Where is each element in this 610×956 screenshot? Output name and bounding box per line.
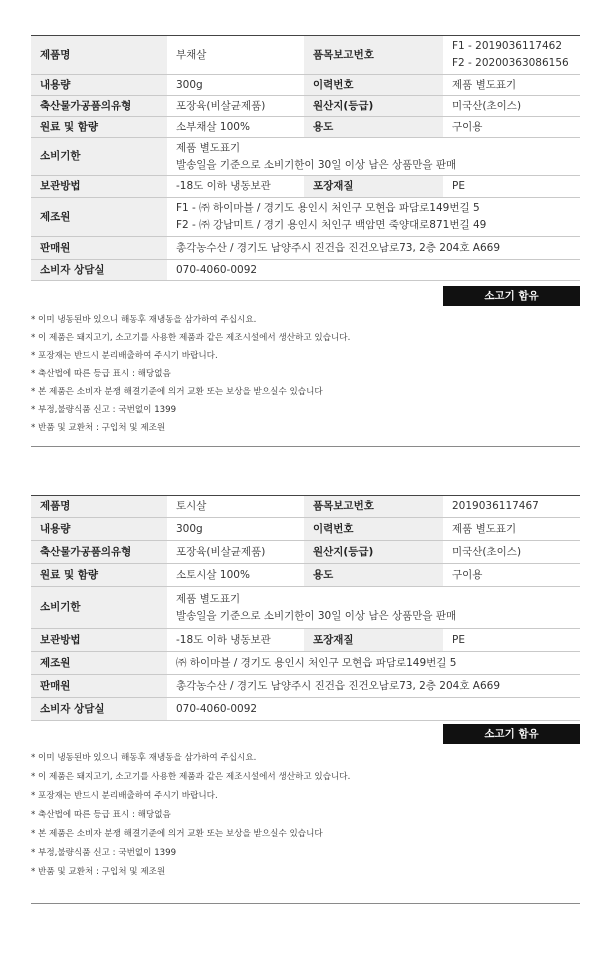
label-trace-number: 이력번호 <box>304 75 443 96</box>
value-product-name: 토시살 <box>167 496 304 518</box>
list-item: * 본 제품은 소비자 분쟁 해결기준에 의거 교환 또는 보상을 받으실수 있습니다 <box>31 829 323 839</box>
label-seller: 판매원 <box>31 675 167 698</box>
list-item: * 반품 및 교환처 : 구입처 및 제조원 <box>31 423 166 433</box>
list-item: * 이미 냉동된바 있으니 해동후 재냉동을 삼가하여 주십시요. <box>31 753 257 763</box>
label-net-weight: 내용량 <box>31 518 167 541</box>
label-manufacturer: 제조원 <box>31 652 167 675</box>
label-manufacturer: 제조원 <box>31 198 167 237</box>
product-info-block-1 <box>31 35 580 433</box>
table-row <box>31 198 580 237</box>
table-row <box>31 675 580 698</box>
value-packaging: PE <box>443 176 580 198</box>
list-item: * 반품 및 교환처 : 구입처 및 제조원 <box>31 867 166 877</box>
value-usage: 구이용 <box>443 564 580 587</box>
label-usage: 용도 <box>304 564 443 587</box>
value-ingredients: 소토시살 100% <box>167 564 304 587</box>
label-report-number: 품목보고번호 <box>304 496 443 518</box>
label-expiry: 소비기한 <box>31 587 167 629</box>
table-row <box>31 587 580 629</box>
list-item: * 부정,불량식품 신고 : 국번없이 1399 <box>31 405 177 415</box>
list-item: * 포장재는 반드시 분리배출하여 주시기 바랍니다. <box>31 351 218 361</box>
value-seller: 총각농수산 / 경기도 남양주시 진건읍 진건오남로73, 2층 204호 A669 <box>167 237 580 260</box>
list-item: * 이미 냉동된바 있으니 해동후 재냉동을 삼가하여 주십시요. <box>31 315 257 325</box>
product-info-table <box>31 35 580 281</box>
value-product-type: 포장육(비살균제품) <box>167 96 304 117</box>
value-net-weight: 300g <box>167 75 304 96</box>
value-report-number <box>443 36 580 75</box>
value-customer-center: 070-4060-0092 <box>167 260 580 281</box>
list-item: * 이 제품은 돼지고기, 소고기를 사용한 제품과 같은 제조시설에서 생산하고 있습니다. <box>31 333 351 343</box>
value-product-name: 부채살 <box>167 36 304 75</box>
table-row <box>31 496 580 518</box>
label-packaging: 포장재질 <box>304 176 443 198</box>
value-manufacturer: ㈜ 하이마블 / 경기도 용인시 처인구 모현읍 파담로149번길 5 <box>167 652 580 675</box>
product-info-table <box>31 495 580 721</box>
beef-contained-badge: 소고기 함유 <box>443 724 580 744</box>
value-line: F2 - ㈜ 강남미트 / 경기 용인시 처인구 백암면 죽양대로871번길 49 <box>176 219 487 231</box>
value-storage: -18도 이하 냉동보관 <box>167 629 304 652</box>
notes-list <box>31 311 350 437</box>
value-line: F1 - 2019036117462 <box>452 40 563 52</box>
label-product-type: 축산물가공품의유형 <box>31 541 167 564</box>
table-row <box>31 117 580 138</box>
label-report-number: 품목보고번호 <box>304 36 443 75</box>
label-seller: 판매원 <box>31 237 167 260</box>
table-row <box>31 138 580 176</box>
value-product-type: 포장육(비살균제품) <box>167 541 304 564</box>
label-ingredients: 원료 및 함량 <box>31 564 167 587</box>
table-row <box>31 564 580 587</box>
value-expiry <box>167 138 580 176</box>
section-divider <box>31 446 580 447</box>
value-customer-center: 070-4060-0092 <box>167 698 580 721</box>
label-product-type: 축산물가공품의유형 <box>31 96 167 117</box>
value-net-weight: 300g <box>167 518 304 541</box>
label-storage: 보관방법 <box>31 176 167 198</box>
value-storage: -18도 이하 냉동보관 <box>167 176 304 198</box>
product-info-block-2 <box>31 495 580 877</box>
label-origin: 원산지(등급) <box>304 541 443 564</box>
table-row <box>31 176 580 198</box>
table-row <box>31 629 580 652</box>
label-expiry: 소비기한 <box>31 138 167 176</box>
value-usage: 구이용 <box>443 117 580 138</box>
table-row <box>31 518 580 541</box>
value-trace-number: 제품 별도표기 <box>443 518 580 541</box>
label-customer-center: 소비자 상담실 <box>31 260 167 281</box>
list-item: * 이 제품은 돼지고기, 소고기를 사용한 제품과 같은 제조시설에서 생산하고 있습니다. <box>31 772 351 782</box>
label-origin: 원산지(등급) <box>304 96 443 117</box>
value-manufacturer <box>167 198 580 237</box>
value-expiry <box>167 587 580 629</box>
label-ingredients: 원료 및 함량 <box>31 117 167 138</box>
value-packaging: PE <box>443 629 580 652</box>
value-line: 제품 별도표기 <box>176 141 241 154</box>
table-row <box>31 75 580 96</box>
table-row <box>31 652 580 675</box>
list-item: * 축산법에 따른 등급 표시 : 해당없음 <box>31 369 171 379</box>
label-customer-center: 소비자 상담실 <box>31 698 167 721</box>
table-row <box>31 698 580 721</box>
notes-list <box>31 749 350 882</box>
value-origin: 미국산(초이스) <box>443 96 580 117</box>
label-storage: 보관방법 <box>31 629 167 652</box>
label-packaging: 포장재질 <box>304 629 443 652</box>
list-item: * 축산법에 따른 등급 표시 : 해당없음 <box>31 810 171 820</box>
table-row <box>31 237 580 260</box>
table-row <box>31 36 580 75</box>
value-origin: 미국산(초이스) <box>443 541 580 564</box>
list-item: * 본 제품은 소비자 분쟁 해결기준에 의거 교환 또는 보상을 받으실수 있습니다 <box>31 387 323 397</box>
label-product-name: 제품명 <box>31 496 167 518</box>
label-product-name: 제품명 <box>31 36 167 75</box>
value-line: 발송일을 기준으로 소비기한이 30일 이상 남은 상품만을 판매 <box>176 158 457 171</box>
table-row <box>31 541 580 564</box>
table-row <box>31 96 580 117</box>
list-item: * 부정,불량식품 신고 : 국번없이 1399 <box>31 848 177 858</box>
label-net-weight: 내용량 <box>31 75 167 96</box>
label-trace-number: 이력번호 <box>304 518 443 541</box>
beef-contained-badge: 소고기 함유 <box>443 286 580 306</box>
value-ingredients: 소부채살 100% <box>167 117 304 138</box>
value-line: 발송일을 기준으로 소비기한이 30일 이상 남은 상품만을 판매 <box>176 609 457 622</box>
label-usage: 용도 <box>304 117 443 138</box>
value-report-number: 2019036117467 <box>443 496 580 518</box>
value-line: 제품 별도표기 <box>176 592 241 605</box>
table-row <box>31 260 580 281</box>
value-line: F1 - ㈜ 하이마블 / 경기도 용인시 처인구 모현읍 파담로149번길 5 <box>176 202 480 214</box>
list-item: * 포장재는 반드시 분리배출하여 주시기 바랍니다. <box>31 791 218 801</box>
section-divider <box>31 903 580 904</box>
value-trace-number: 제품 별도표기 <box>443 75 580 96</box>
value-seller: 총각농수산 / 경기도 남양주시 진건읍 진건오남로73, 2층 204호 A669 <box>167 675 580 698</box>
value-line: F2 - 20200363086156 <box>452 57 569 69</box>
